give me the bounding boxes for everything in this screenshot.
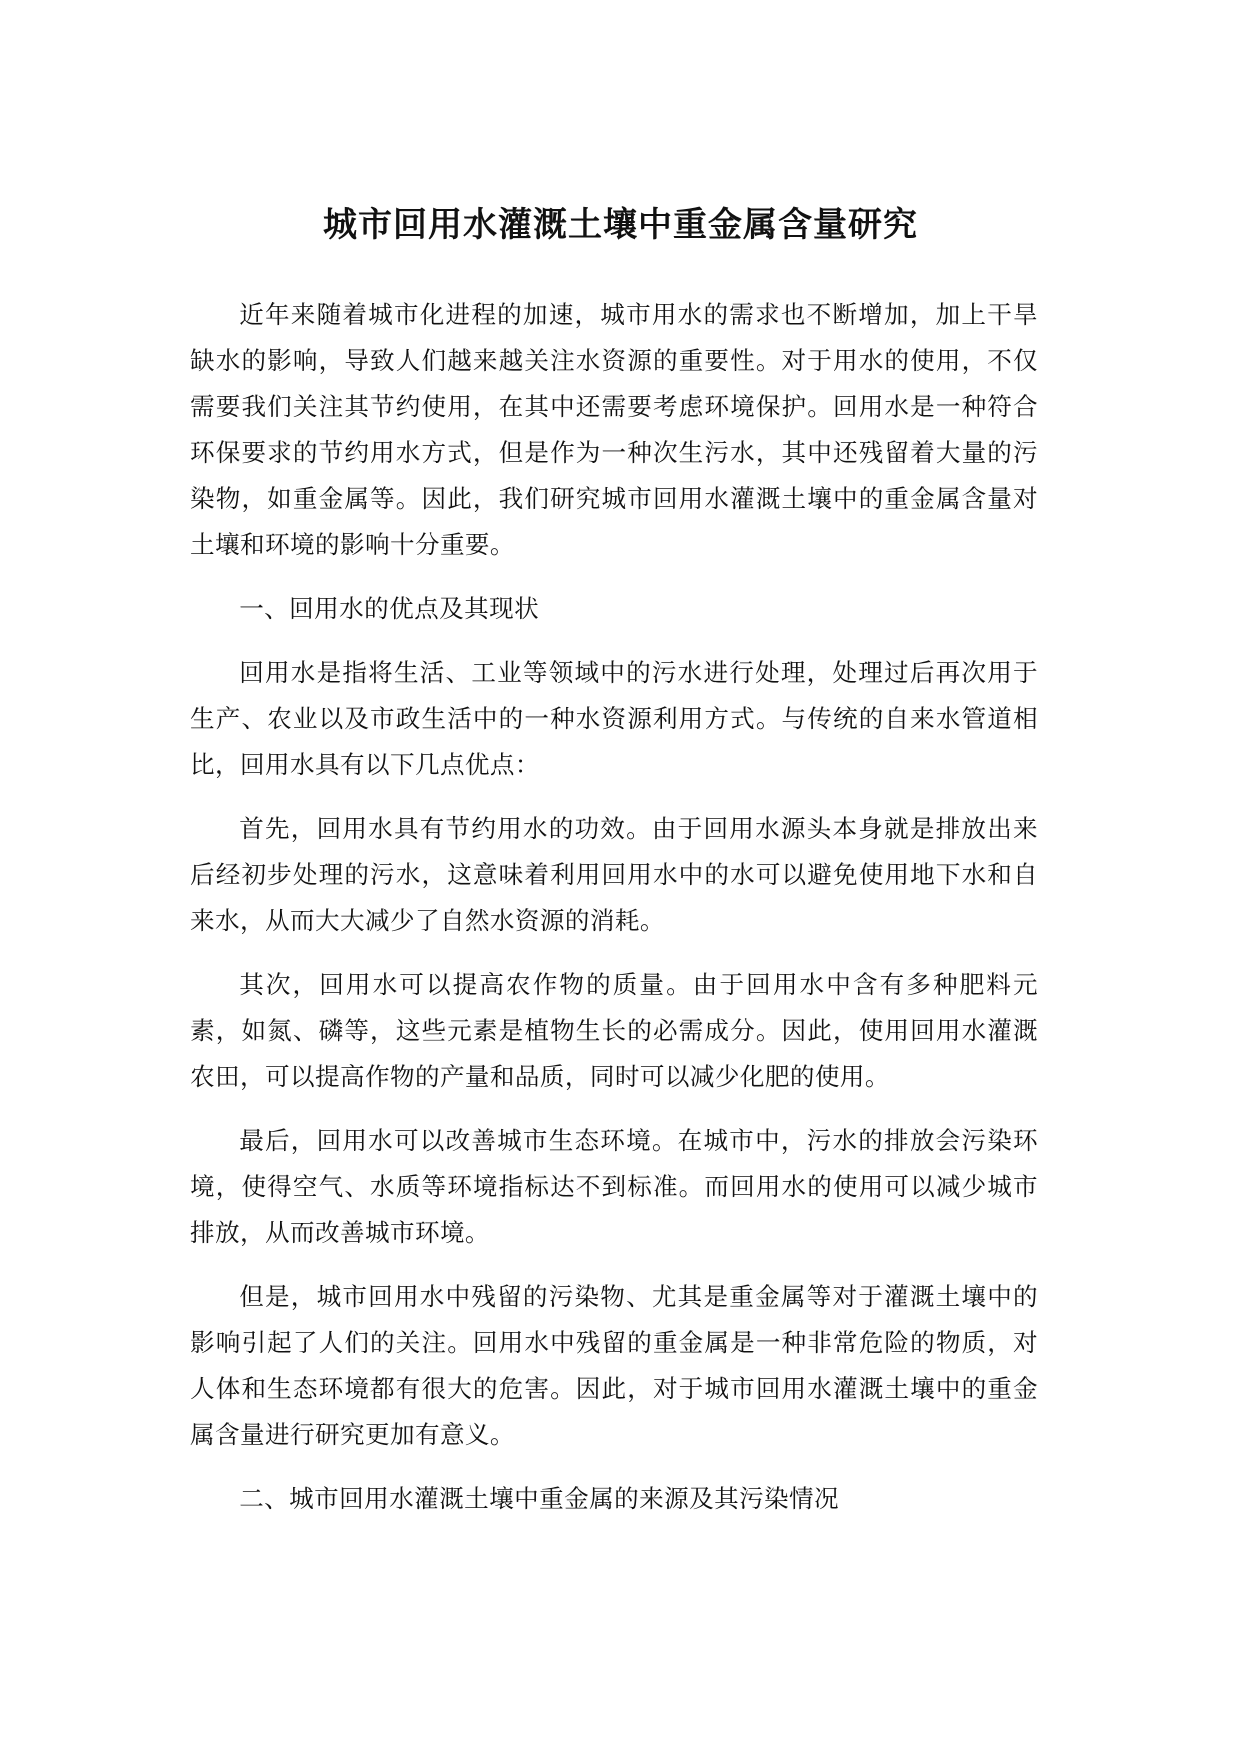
document-title: 城市回用水灌溉土壤中重金属含量研究 bbox=[323, 204, 918, 245]
paragraph-second-advantage: 其次，回用水可以提高农作物的质量。由于回用水中含有多种肥料元素，如氮、磷等，这些元素是植物生长的必需成分。因此，使用回用水灌溉农田，可以提高作物的产量和品质，同时可以减少化肥的使用。 bbox=[190, 970, 1038, 1091]
paragraph-definition: 回用水是指将生活、工业等领域中的污水进行处理，处理过后再次用于生产、农业以及市政生活中的一种水资源利用方式。与传统的自来水管道相比，回用水具有以下几点优点： bbox=[190, 658, 1038, 779]
section-heading-2: 二、城市回用水灌溉土壤中重金属的来源及其污染情况 bbox=[239, 1484, 840, 1513]
paragraph-intro: 近年来随着城市化进程的加速，城市用水的需求也不断增加，加上干旱缺水的影响，导致人们越来越关注水资源的重要性。对于用水的使用，不仅需要我们关注其节约使用，在其中还需要考虑环境保护。回用水是一种符合环保要求的节约用水方式，但是作为一种次生污水，其中还残留着大量的污染物，如重金属等。因此，我们研究城市回用水灌溉土壤中的重金属含量对土壤和环境的影响十分重要。 bbox=[190, 300, 1038, 559]
paragraph-first-advantage: 首先，回用水具有节约用水的功效。由于回用水源头本身就是排放出来后经初步处理的污水，这意味着利用回用水中的水可以避免使用地下水和自来水，从而大大减少了自然水资源的消耗。 bbox=[190, 814, 1038, 935]
document-body bbox=[190, 292, 1038, 1540]
section-heading-1: 一、回用水的优点及其现状 bbox=[239, 594, 540, 623]
paragraph-concern: 但是，城市回用水中残留的污染物、尤其是重金属等对于灌溉土壤中的影响引起了人们的关注。回用水中残留的重金属是一种非常危险的物质，对人体和生态环境都有很大的危害。因此，对于城市回用水灌溉土壤中的重金属含量进行研究更加有意义。 bbox=[190, 1282, 1038, 1449]
paragraph-third-advantage: 最后，回用水可以改善城市生态环境。在城市中，污水的排放会污染环境，使得空气、水质等环境指标达不到标准。而回用水的使用可以减少城市排放，从而改善城市环境。 bbox=[190, 1126, 1038, 1247]
